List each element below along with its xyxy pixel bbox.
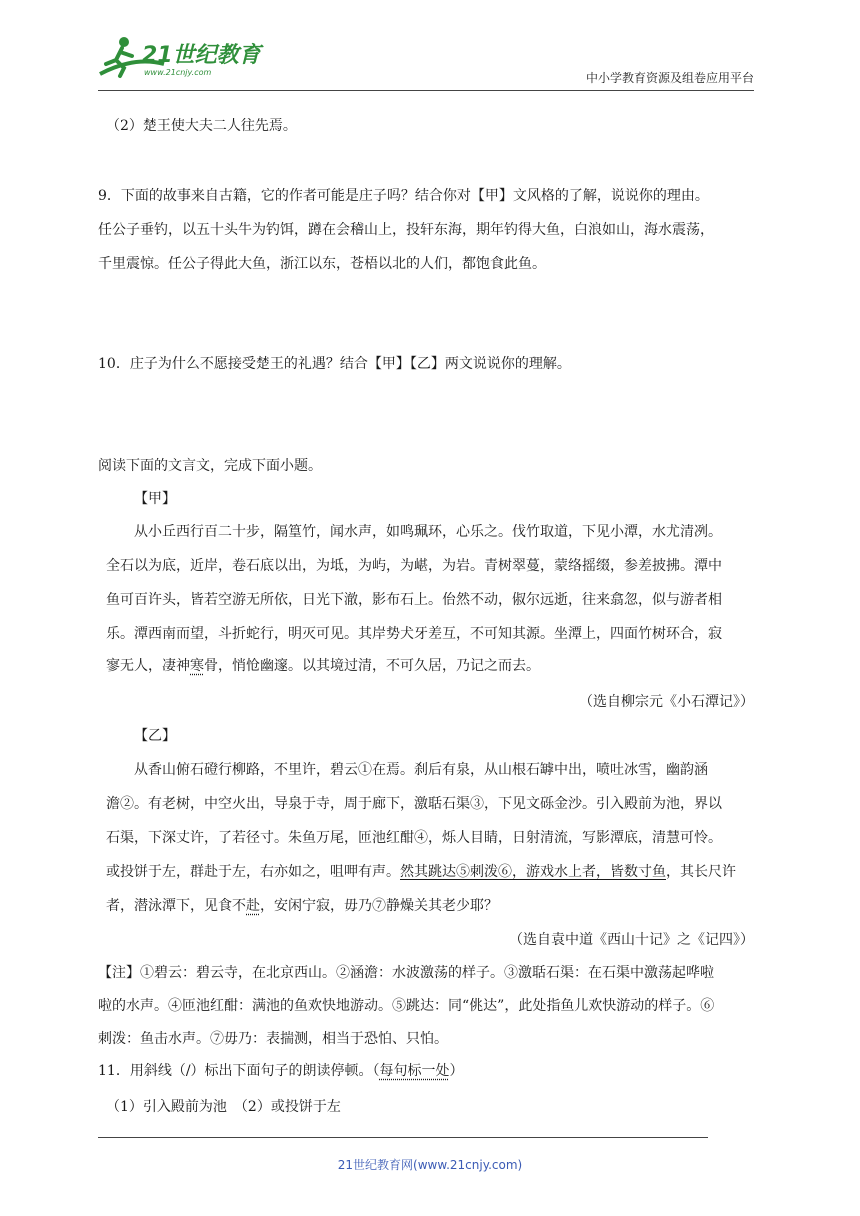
yi-line3: 石渠，下深丈许，了若径寸。朱鱼万尾，匝池红酣④，烁人目睛，日射清流，写影潭底，清慧可怜。: [106, 830, 722, 846]
yi-underlined-sentence: 然其跳达⑤刺泼⑥，游戏水上者，皆数寸鱼: [400, 864, 666, 880]
notes-line1: 【注】①碧云：碧云寺，在北京西山。②涵澹：水波激荡的样子。③激聒石渠：在石渠中激荡起哗啦: [98, 965, 714, 981]
yi-line5-a: 者，潜泳潭下，见食不: [106, 898, 246, 914]
site-logo: [94, 34, 264, 80]
notes-line2: 啦的水声。④匝池红酣：满池的鱼欢快地游动。⑤跳达：同“佻达”，此处指鱼儿欢快游动的样子。⑥: [98, 998, 715, 1014]
q10-stem: 10．庄子为什么不愿接受楚王的礼遇？结合【甲】【乙】两文说说你的理解。: [98, 356, 571, 372]
q9-story-line1: 任公子垂钓，以五十头牛为钓饵，蹲在会稽山上，投轩东海，期年钓得大鱼，白浪如山，海水震荡，: [98, 222, 714, 238]
header-divider: [98, 90, 754, 91]
platform-tagline: 中小学教育资源及组卷应用平台: [585, 71, 754, 85]
yi-emphasis-char: 赴: [246, 898, 260, 914]
reading-intro: 阅读下面的文言文，完成下面小题。: [98, 458, 322, 474]
logo-text: 21世纪教育: [142, 43, 261, 68]
notes-line3: 刺泼：鱼击水声。⑦毋乃：表揣测，相当于恐怕、只怕。: [98, 1031, 448, 1047]
jia-line4: 乐。潭西南而望，斗折蛇行，明灭可见。其岸势犬牙差互，不可知其源。坐潭上，四面竹树环合，寂: [106, 626, 722, 642]
yi-line5-c: ，安闲宁寂，毋乃⑦静燥关其老少耶？: [260, 898, 498, 914]
q11-stem: [98, 1061, 464, 1081]
jia-line1: 从小丘西行百二十步，隔篁竹，闻水声，如鸣珮环，心乐之。伐竹取道，下见小潭，水尤清冽。: [134, 524, 722, 540]
q9-story-line2: 千里震惊。任公子得此大鱼，浙江以东，苍梧以北的人们，都饱食此鱼。: [98, 256, 546, 272]
footer-divider: [98, 1137, 708, 1138]
yi-line2: 澹②。有老树，中空火出，导泉于寺，周于廊下，激聒石渠③，下见文砾金沙。引入殿前为池，界以: [106, 796, 722, 812]
jia-line2: 全石以为底，近岸，卷石底以出，为坻，为屿，为嵁，为岩。青树翠蔓，蒙络摇缀，参差披拂。潭中: [106, 558, 722, 574]
q11-emphasis: 每句标一处: [379, 1063, 450, 1079]
yi-source: （选自袁中道《西山十记》之《记四》）: [509, 932, 754, 948]
logo-url: www.21cnjy.com: [144, 68, 212, 77]
jia-line5-c: 骨，悄怆幽邃。以其境过清，不可久居，乃记之而去。: [204, 658, 540, 674]
jia-emphasis-char: 寒: [190, 658, 204, 674]
footer-link[interactable]: 21世纪教育网(www.21cnjy.com): [337, 1158, 523, 1172]
q9-stem: 9．下面的故事来自古籍，它的作者可能是庄子吗？结合你对【甲】文风格的了解，说说你的理由。: [98, 188, 709, 204]
runner-logo-icon: [94, 34, 264, 80]
yi-line1: 从香山俯石磴行柳路，不里许，碧云①在焉。刹后有泉，从山根石罅中出，喷吐冰雪，幽韵涵: [134, 762, 708, 778]
yi-label: 【乙】: [134, 728, 176, 744]
yi-line5: [106, 896, 498, 916]
q11-stem-c: ）: [449, 1063, 464, 1079]
q8-part2: （2）楚王使大夫二人往先焉。: [106, 118, 297, 134]
jia-line5: [106, 656, 540, 676]
jia-source: （选自柳宗元《小石潭记》）: [579, 694, 754, 710]
jia-line5-a: 寥无人，凄神: [106, 658, 190, 674]
q11-stem-a: 11．用斜线（/）标出下面句子的朗读停顿。（: [98, 1063, 380, 1079]
yi-line4: [106, 862, 736, 882]
jia-line3: 鱼可百许头，皆若空游无所依，日光下澈，影布石上。佁然不动，俶尔远逝，往来翕忽，似与游者相: [106, 592, 722, 608]
yi-line4-a: 或投饼于左，群赴于左，右亦如之，咀呷有声。: [106, 864, 400, 880]
q11-items: （1）引入殿前为池 （2）或投饼于左: [106, 1099, 341, 1115]
yi-line4-c: ，其长尺许: [666, 864, 736, 880]
jia-label: 【甲】: [134, 491, 176, 507]
